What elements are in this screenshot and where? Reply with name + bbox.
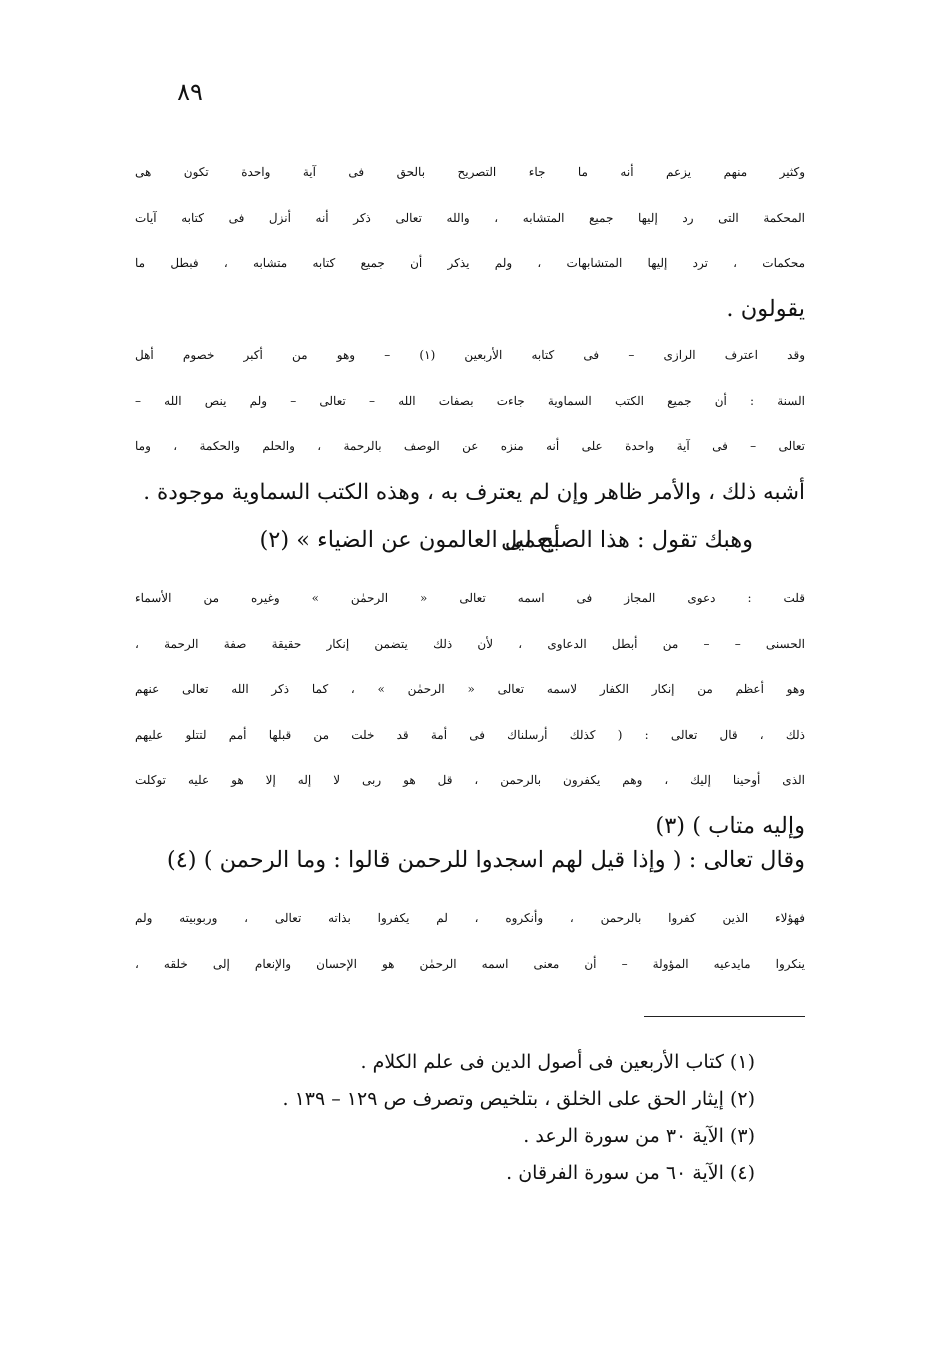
paragraph-line: الذى أوحينا إليك ، وهم يكفرون بالرحمن ، قل هو ربى لا إله إلا هو عليه توكلت <box>135 773 805 787</box>
footnote-3: (٣) الآية ٣٠ من سورة الرعد . <box>523 1125 755 1147</box>
paragraph-line: الحسنى – – من أبطل الدعاوى ، لأن ذلك يتضمن إنكار حقيقة صفة الرحمة ، <box>135 636 805 651</box>
paragraph-2 <box>135 333 805 515</box>
paragraph-line: يقولون . <box>726 295 805 322</box>
paragraph-line: محكمات ، ترد إليها المتشابهات ، ولم يذكر أن جميع كتابه متشابه ، فبطل ما <box>135 256 805 270</box>
paragraph-line: فهؤلاء الذين كفروا بالرحمن ، وأنكروه ، لم يكفروا بذاته تعالى ، وربوبيته ولم <box>135 911 805 925</box>
paragraph-line: المحكمة التى رد إليها جميع المتشابه ، والله تعالى ذكر أنه أنزل فى كتابه آيات <box>135 210 805 225</box>
paragraph-5 <box>135 896 805 987</box>
verse-second-hemistich: أيعمى العالمون عن الضياء » (٢) <box>259 527 560 553</box>
footnote-1: (١) كتاب الأربعين فى أصول الدين فى علم الكلام . <box>360 1051 755 1073</box>
footnotes <box>135 1044 755 1192</box>
paragraph-line: وقال تعالى : ( وإذا قيل لهم اسجدوا للرحمن قالوا : وما الرحمن ) (٤) <box>166 847 805 873</box>
paragraph-4 <box>135 838 805 884</box>
paragraph-line: السنة : أن جميع الكتب السماوية جاءت بصفات الله – تعالى – ولم ينص الله – <box>135 393 805 408</box>
footnote-4: (٤) الآية ٦٠ من سورة الفرقان . <box>506 1162 755 1184</box>
paragraph-line: ينكروا مايدعيه المؤولة – أن معنى اسمه الرحمٰن هو الإحسان والإنعام إلى خلقه ، <box>135 956 805 971</box>
paragraph-line: وكثير منهم يزعم أنه ما جاء التصريح بالحق فى آية واحدة تكون هى <box>135 165 805 179</box>
page-number: ٨٩ <box>177 78 203 106</box>
paragraph-line: أشبه ذلك ، والأمر ظاهر وإن لم يعترف به ، وهذه الكتب السماوية موجودة . <box>143 479 805 505</box>
paragraph-line: وإليه متاب ) (٣) <box>655 812 805 839</box>
footnote-2: (٢) إيثار الحق على الخلق ، بتلخيص وتصرف ص ١٢٩ – ١٣٩ . <box>282 1088 755 1110</box>
verse-first-hemistich: وهبك تقول : هذا الصبح ليل <box>501 527 753 553</box>
paragraph-line: وهو أعظم من إنكار الكفار لاسمه تعالى « الرحمٰن » ، كما ذكر الله تعالى عنهم <box>135 682 805 696</box>
paragraph-line: تعالى – فى آية واحدة على أنه منزه عن الوصف بالرحمة ، والحلم والحكمة ، وما <box>135 439 805 453</box>
poetry-verse <box>135 518 805 562</box>
paragraph-line: قلت : دعوى المجاز فى اسمه تعالى « الرحمٰن » وغيره من الأسماء <box>135 591 805 605</box>
paragraph-line: ذلك ، قال تعالى : ( كذلك أرسلناك فى أمة قد خلت من قبلها أمم لتتلو عليهم <box>135 727 805 742</box>
paragraph-1 <box>135 150 805 332</box>
paragraph-line: وقد اعترف الرازى – فى كتابه الأربعين (١) – وهو من أكبر خصوم أهل <box>135 348 805 362</box>
footnote-separator <box>644 1016 805 1017</box>
paragraph-3 <box>135 576 805 849</box>
